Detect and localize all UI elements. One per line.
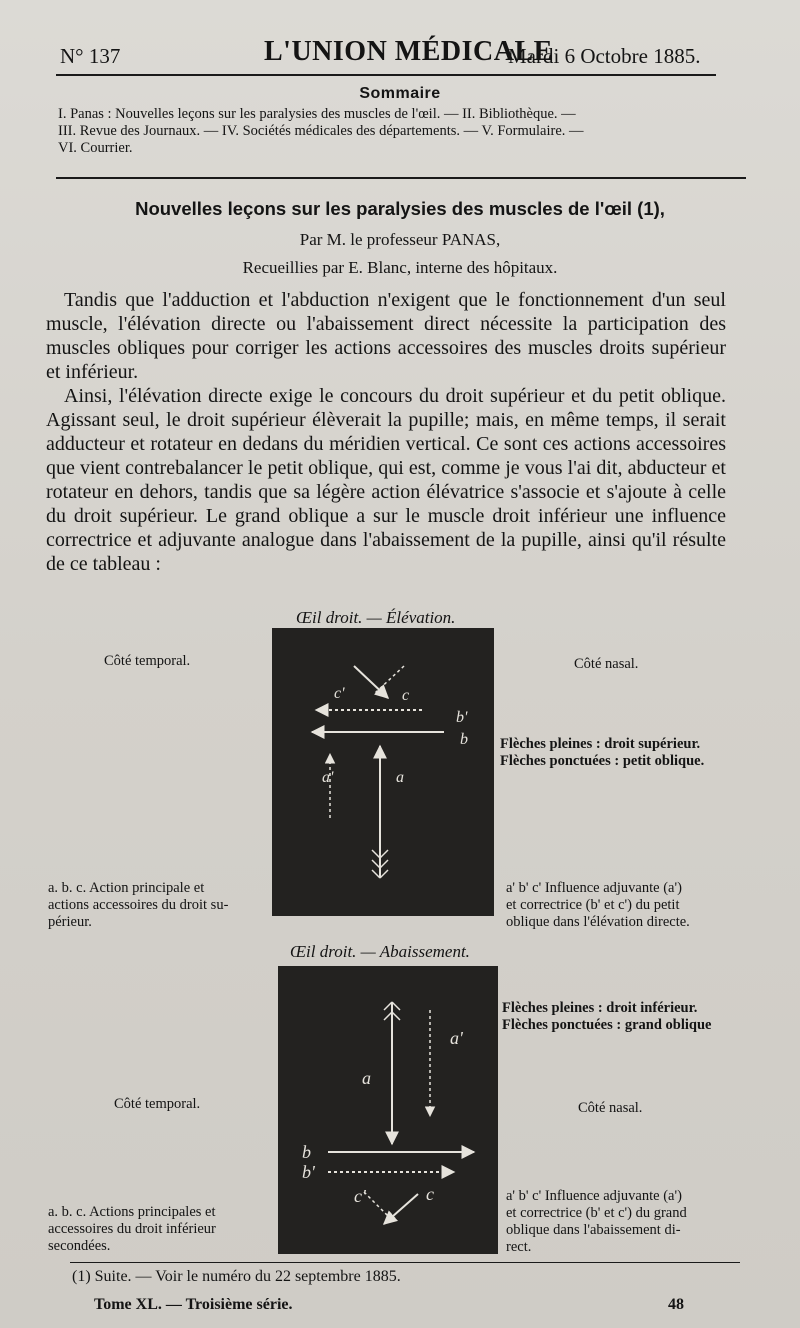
- sommaire-line-3: VI. Courrier.: [58, 140, 133, 156]
- figure1-note-right-line: et correctrice (b' et c') du petit: [506, 897, 680, 913]
- letter-c: c: [402, 687, 410, 704]
- figure2-note-right-line: et correctrice (b' et c') du grand: [506, 1205, 687, 1221]
- letter-b-prime: b': [302, 1162, 315, 1182]
- letter-a-prime: a': [322, 769, 334, 786]
- figure1-note-left-line: actions accessoires du droit su-: [48, 897, 229, 913]
- figure2-diagram: [278, 966, 498, 1254]
- figure1-note-left-line: a. b. c. Action principale et: [48, 880, 205, 896]
- figure1-note-left: [48, 880, 280, 931]
- letter-c-prime: c': [354, 1186, 366, 1206]
- sommaire-line-2: III. Revue des Journaux. — IV. Sociétés médicales des départements. — V. Formulaire. —: [58, 123, 584, 139]
- figure2-note-right: [506, 1188, 768, 1256]
- article-author: Par M. le professeur PANAS,: [299, 230, 501, 249]
- arrow-c: [384, 1194, 418, 1224]
- article-title: Nouvelles leçons sur les paralysies des muscles de l'œil (1),: [135, 198, 665, 219]
- figure2-note-left-line: a. b. c. Actions principales et: [48, 1204, 216, 1220]
- letter-b: b: [460, 731, 468, 748]
- paragraph-1: Tandis que l'adduction et l'abduction n'exigent que le fonctionnement d'un seul muscle, l'élévation directe ou l'abaissement direct nécessite la participation des muscles obliques pour corriger les actions accessoires des muscles droits supérieur et inférieur.: [46, 289, 726, 383]
- figure1-diagram: [272, 628, 494, 916]
- letter-a: a: [396, 769, 404, 786]
- figure1-note-right: [506, 880, 756, 931]
- arrow-c: [354, 666, 388, 698]
- figure2-title: Œil droit. — Abaissement.: [290, 942, 470, 961]
- figure2-legend-solid: Flèches pleines : droit inférieur.: [502, 1000, 698, 1016]
- letter-c-prime: c': [334, 685, 345, 702]
- figure2-legend: [502, 1000, 711, 1034]
- figure2-note-left-line: accessoires du droit inférieur: [48, 1221, 216, 1237]
- figure2-temporal-label: Côté temporal.: [114, 1096, 201, 1112]
- figure1-legend-solid: Flèches pleines : droit supérieur.: [500, 736, 701, 752]
- figure1-temporal-label: Côté temporal.: [104, 653, 191, 669]
- figure2-note-right-line: oblique dans l'abaissement di-: [506, 1222, 681, 1238]
- figure2-note-left-line: secondées.: [48, 1238, 111, 1254]
- figure1-note-left-line: périeur.: [48, 914, 92, 930]
- journal-title: L'UNION MÉDICALE: [264, 36, 553, 67]
- issue-number: N° 137: [60, 44, 121, 68]
- article-body: [46, 288, 726, 576]
- issue-date: Mardi 6 Octobre 1885.: [508, 44, 701, 68]
- letter-a: a: [362, 1068, 371, 1088]
- figure2-note-left: [48, 1204, 280, 1255]
- figure2-note-right-line: rect.: [506, 1239, 532, 1255]
- sommaire-line-1: I. Panas : Nouvelles leçons sur les paralysies des muscles de l'œil. — II. Bibliothèque. —: [58, 106, 576, 122]
- header-rule: [56, 74, 716, 76]
- figure1-legend-dotted: Flèches ponctuées : petit oblique.: [500, 753, 705, 769]
- figure1-note-right-line: oblique dans l'élévation directe.: [506, 914, 690, 930]
- letter-a-prime: a': [450, 1028, 463, 1048]
- footnote-rule: [70, 1262, 740, 1263]
- arrow-c-prime: [364, 1192, 390, 1218]
- paragraph-2: Ainsi, l'élévation directe exige le concours du droit supérieur et du petit oblique. Agissant seul, le droit supérieur élèverait la pupille; mais, en même temps, il serait adducteur et rotateur en dedans du méridien vertical. Ce sont ces actions accessoires que vient contrebalancer le petit oblique, qui est, comme je vous l'ai dit, abducteur et rotateur en dehors, tandis que sa légère action élévatrice s'associe et s'ajoute à celle du droit supérieur. Le grand oblique a sur le muscle droit inférieur une influence correctrice et adjuvante analogue dans l'abaissement de la pupille, ainsi qu'il résulte de ce tableau :: [46, 385, 726, 575]
- figure2-note-right-line: a' b' c' Influence adjuvante (a'): [506, 1188, 682, 1204]
- sommaire-title: Sommaire: [359, 85, 441, 102]
- figure1-legend: [500, 736, 704, 770]
- letter-b: b: [302, 1142, 311, 1162]
- figure1-title: Œil droit. — Élévation.: [296, 608, 456, 627]
- page-number: 48: [668, 1296, 684, 1313]
- figure2-legend-dotted: Flèches ponctuées : grand oblique: [502, 1017, 712, 1033]
- volume-series: Tome XL. — Troisième série.: [94, 1296, 293, 1313]
- article-collected-by: Recueillies par E. Blanc, interne des hôpitaux.: [242, 258, 558, 277]
- letter-b-prime: b': [456, 709, 468, 726]
- footnote: (1) Suite. — Voir le numéro du 22 septembre 1885.: [72, 1268, 401, 1285]
- figure1-note-right-line: a' b' c' Influence adjuvante (a'): [506, 880, 682, 896]
- sommaire-body: [58, 106, 738, 157]
- letter-c: c: [426, 1184, 434, 1204]
- sommaire-rule: [56, 177, 746, 179]
- figure1-nasal-label: Côté nasal.: [574, 656, 639, 672]
- figure2-nasal-label: Côté nasal.: [578, 1100, 643, 1116]
